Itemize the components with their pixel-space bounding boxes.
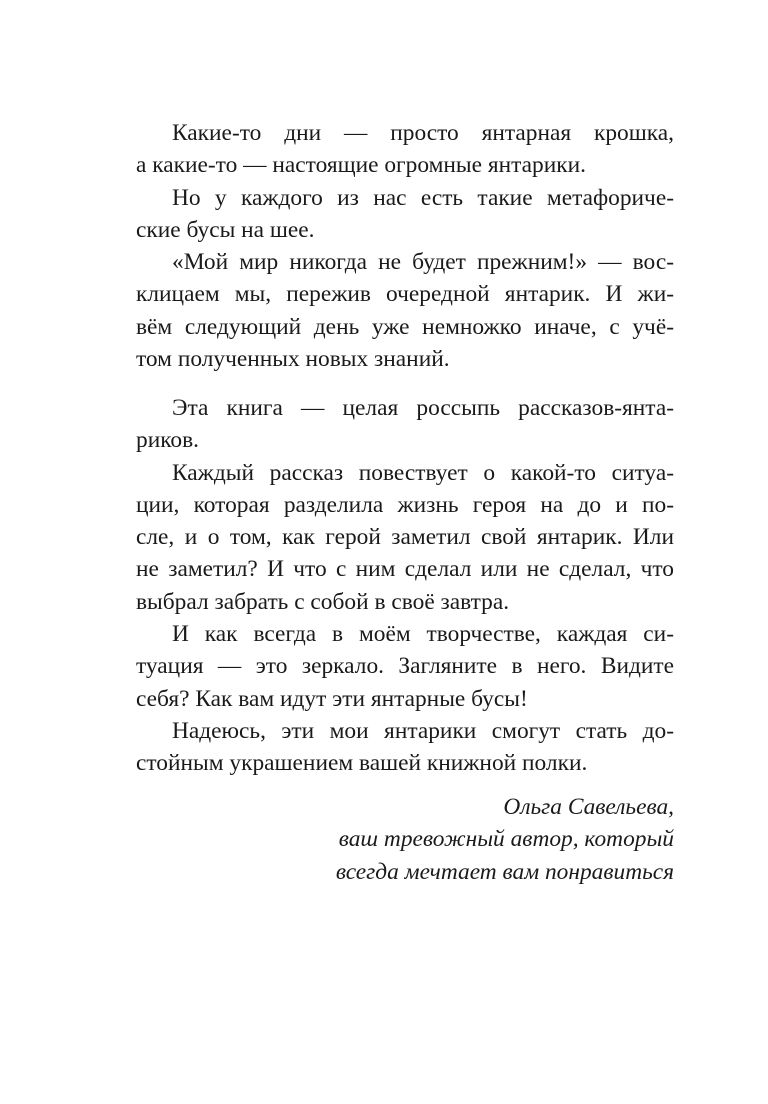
text-line: а какие-то — настоящие огромные янтарики. xyxy=(136,152,586,179)
text-line: себя? Как вам идут эти янтарные бусы! xyxy=(136,685,528,712)
author-signature xyxy=(254,791,674,888)
text-line: Но у каждого из нас есть такие метафориче- xyxy=(172,184,674,211)
paragraph xyxy=(136,715,674,780)
text-line: сле, и о том, как герой заметил свой янтарик. Или xyxy=(136,524,674,551)
text-line: «Мой мир никогда не будет прежним!» — вос- xyxy=(172,249,674,276)
text-line: ские бусы на шее. xyxy=(136,216,315,243)
paragraph xyxy=(136,618,674,715)
text-line: ции, которая разделила жизнь героя на до и по- xyxy=(136,491,674,518)
text-line: стойным украшением вашей книжной полки. xyxy=(136,750,588,777)
signature-line: ваш тревожный автор, который xyxy=(338,826,674,853)
text-line: Какие-то дни — просто янтарная крошка, xyxy=(172,120,674,146)
text-line: том полученных новых знаний. xyxy=(136,346,450,373)
paragraph xyxy=(136,457,674,618)
text-line: клицаем мы, пережив очередной янтарик. И жи- xyxy=(136,281,674,308)
paragraph xyxy=(136,182,674,247)
signature-line: всегда мечтает вам понравиться xyxy=(335,858,674,885)
text-line: И как всегда в моём творчестве, каждая си- xyxy=(172,621,674,648)
text-line: вём следующий день уже немножко иначе, с учё- xyxy=(136,313,674,340)
text-line: Надеюсь, эти мои янтарики смогут стать до- xyxy=(172,717,674,744)
intro-section xyxy=(136,117,674,375)
paragraph xyxy=(136,117,674,182)
text-line: выбрал забрать с собой в своё завтра. xyxy=(136,588,510,615)
text-line: Каждый рассказ повествует о какой-то ситуа- xyxy=(172,459,674,486)
text-line: туация — это зеркало. Загляните в него. Видите xyxy=(136,653,674,680)
paragraph xyxy=(136,246,674,375)
author-name: Ольга Савельева, xyxy=(503,794,674,820)
paragraph xyxy=(136,392,674,457)
text-line: не заметил? И что с ним сделал или не сделал, что xyxy=(136,556,674,583)
text-line: риков. xyxy=(136,427,199,454)
main-section xyxy=(136,392,674,780)
text-line: Эта книга — целая россыпь рассказов-янта- xyxy=(172,395,674,421)
